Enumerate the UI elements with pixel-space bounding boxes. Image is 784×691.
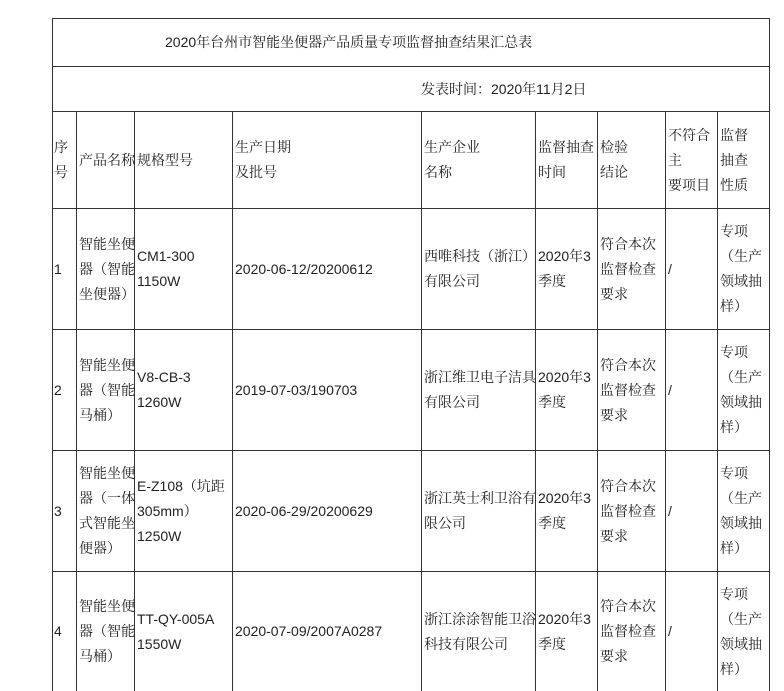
cell-serial-no: 1	[53, 209, 77, 330]
title-row	[53, 19, 770, 67]
header-conclusion: 检验 结论	[598, 112, 666, 209]
cell-manufacturer: 西唯科技（浙江） 有限公司	[422, 209, 536, 330]
cell-inspection-nature: 专项 （生产 领域抽 样）	[718, 572, 770, 691]
header-inspection-period: 监督抽查 时间	[536, 112, 598, 209]
cell-manufacturer: 浙江维卫电子洁具 有限公司	[422, 330, 536, 451]
cell-model: TT-QY-005A 1550W	[135, 572, 233, 691]
header-product-name: 产品名称	[77, 112, 135, 209]
cell-model: E-Z108（坑距 305mm） 1250W	[135, 451, 233, 572]
header-production-date-batch: 生产日期 及批号	[233, 112, 422, 209]
header-row	[53, 112, 770, 209]
cell-serial-no: 2	[53, 330, 77, 451]
cell-conclusion: 符合本次 监督检查 要求	[598, 572, 666, 691]
header-manufacturer: 生产企业 名称	[422, 112, 536, 209]
publish-date: 发表时间：2020年11月2日	[53, 67, 770, 112]
table-row	[53, 330, 770, 451]
cell-inspection-nature: 专项 （生产 领域抽 样）	[718, 209, 770, 330]
cell-nonconforming-items: /	[666, 209, 718, 330]
publish-date-row	[53, 67, 770, 112]
cell-conclusion: 符合本次 监督检查 要求	[598, 330, 666, 451]
cell-nonconforming-items: /	[666, 451, 718, 572]
cell-nonconforming-items: /	[666, 330, 718, 451]
cell-serial-no: 3	[53, 451, 77, 572]
cell-inspection-period: 2020年3 季度	[536, 209, 598, 330]
cell-product-name: 智能坐便 器（智能 坐便器）	[77, 209, 135, 330]
cell-model: V8-CB-3 1260W	[135, 330, 233, 451]
table-row	[53, 209, 770, 330]
results-summary-table	[52, 18, 770, 691]
cell-product-name: 智能坐便 器（智能 马桶）	[77, 572, 135, 691]
header-nonconforming-items: 不符合 主 要项目	[666, 112, 718, 209]
cell-product-name: 智能坐便 器（智能 马桶）	[77, 330, 135, 451]
cell-model: CM1-300 1150W	[135, 209, 233, 330]
cell-production-date-batch: 2019-07-03/190703	[233, 330, 422, 451]
cell-serial-no: 4	[53, 572, 77, 691]
cell-inspection-period: 2020年3 季度	[536, 330, 598, 451]
header-model: 规格型号	[135, 112, 233, 209]
table-title: 2020年台州市智能坐便器产品质量专项监督抽查结果汇总表	[53, 19, 770, 67]
cell-manufacturer: 浙江英士利卫浴有 限公司	[422, 451, 536, 572]
cell-inspection-nature: 专项 （生产 领域抽 样）	[718, 330, 770, 451]
cell-production-date-batch: 2020-07-09/2007A0287	[233, 572, 422, 691]
cell-nonconforming-items: /	[666, 572, 718, 691]
cell-manufacturer: 浙江涂涂智能卫浴 科技有限公司	[422, 572, 536, 691]
cell-inspection-nature: 专项 （生产 领域抽 样）	[718, 451, 770, 572]
cell-conclusion: 符合本次 监督检查 要求	[598, 451, 666, 572]
cell-product-name: 智能坐便 器（一体 式智能坐 便器）	[77, 451, 135, 572]
header-serial-no: 序 号	[53, 112, 77, 209]
cell-inspection-period: 2020年3 季度	[536, 451, 598, 572]
cell-production-date-batch: 2020-06-29/20200629	[233, 451, 422, 572]
header-inspection-nature: 监督 抽查 性质	[718, 112, 770, 209]
cell-inspection-period: 2020年3 季度	[536, 572, 598, 691]
table-row	[53, 572, 770, 691]
cell-conclusion: 符合本次 监督检查 要求	[598, 209, 666, 330]
cell-production-date-batch: 2020-06-12/20200612	[233, 209, 422, 330]
table-row	[53, 451, 770, 572]
